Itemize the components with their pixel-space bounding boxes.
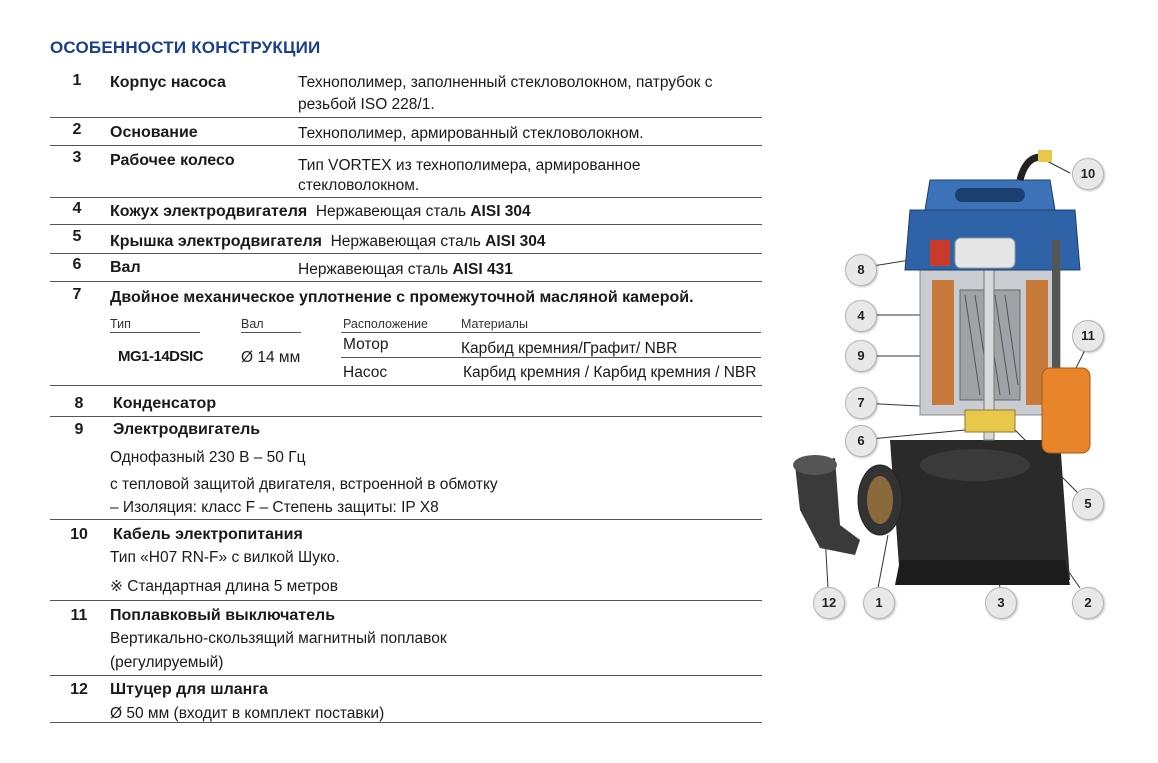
item-desc: резьбой ISO 228/1. xyxy=(298,96,435,113)
callout-4: 4 xyxy=(845,300,877,332)
callout-1: 1 xyxy=(863,587,895,619)
item-label: Поплавковый выключатель xyxy=(110,607,336,624)
item-number: 12 xyxy=(70,681,88,698)
item-number: 10 xyxy=(70,526,88,543)
cable-gland xyxy=(1038,150,1052,162)
item-label: Корпус насоса xyxy=(110,74,226,91)
divider xyxy=(50,600,762,601)
item-number: 3 xyxy=(72,149,82,166)
item-row xyxy=(110,201,531,222)
item-number: 4 xyxy=(72,200,82,217)
item-label: Двойное механическое уплотнение с промежуточной масляной камерой. xyxy=(110,289,694,306)
divider xyxy=(50,253,762,254)
item-desc-bold: AISI 304 xyxy=(485,233,546,250)
divider xyxy=(50,197,762,198)
seal-shaft: Ø 14 мм xyxy=(241,349,301,366)
mechanical-seal xyxy=(965,410,1015,432)
handle-grip xyxy=(955,188,1025,202)
callout-3: 3 xyxy=(985,587,1017,619)
float-switch xyxy=(1042,368,1090,453)
item-desc: Однофазный 230 В – 50 Гц xyxy=(110,449,306,466)
item-desc: стекловолокном. xyxy=(298,177,420,194)
item-label: Кабель электропитания xyxy=(113,526,303,543)
item-label: Основание xyxy=(110,124,198,141)
item-desc: с тепловой защитой двигателя, встроенной в обмотку xyxy=(110,476,498,493)
seal-header-materials: Материалы xyxy=(461,317,528,331)
outlet-thread xyxy=(867,476,893,524)
item-label: Рабочее колесо xyxy=(110,152,235,169)
table-divider xyxy=(241,332,301,333)
seal-materials: Карбид кремния/Графит/ NBR xyxy=(461,340,678,357)
capacitor xyxy=(955,238,1015,268)
callout-10: 10 xyxy=(1072,158,1104,190)
seal-materials: Карбид кремния / Карбид кремния / NBR xyxy=(463,364,757,381)
divider xyxy=(50,385,762,386)
seal-type: MG1-14DSIC xyxy=(118,348,204,365)
item-number: 6 xyxy=(72,256,82,273)
divider xyxy=(50,519,762,520)
seal-header-type: Тип xyxy=(110,317,131,331)
divider xyxy=(50,675,762,676)
hose-connector-mouth xyxy=(793,455,837,475)
capacitor-cap xyxy=(930,240,950,266)
item-desc: Технополимер, армированный стекловолокном. xyxy=(298,125,644,142)
item-label: Штуцер для шланга xyxy=(110,681,268,698)
item-desc: Тип «H07 RN-F» с вилкой Шуко. xyxy=(110,549,340,566)
item-desc: Нержавеющая сталь xyxy=(298,261,453,278)
item-desc: Тип VORTEX из технополимера, армированное xyxy=(298,157,641,174)
callout-9: 9 xyxy=(845,340,877,372)
divider xyxy=(50,117,762,118)
callout-7: 7 xyxy=(845,387,877,419)
item-desc: Нержавеющая сталь xyxy=(315,203,471,220)
item-row xyxy=(298,259,513,280)
item-label: Кожух электродвигателя xyxy=(110,203,308,220)
item-desc: – Изоляция: класс F – Степень защиты: IP X8 xyxy=(110,499,439,516)
item-desc: Вертикально-скользящий магнитный поплавок xyxy=(110,630,447,647)
item-desc-bold: AISI 304 xyxy=(470,203,531,220)
item-label: Крышка электродвигателя xyxy=(110,233,322,250)
divider xyxy=(50,416,762,417)
item-number: 2 xyxy=(72,121,82,138)
item-label: Электродвигатель xyxy=(113,421,261,438)
item-desc: ※ Стандартная длина 5 метров xyxy=(110,578,339,595)
seal-location: Мотор xyxy=(343,336,389,353)
callout-6: 6 xyxy=(845,425,877,457)
item-number: 9 xyxy=(74,421,84,438)
table-divider xyxy=(110,332,200,333)
seal-header-location: Расположение xyxy=(343,317,428,331)
item-label: Конденсатор xyxy=(113,395,217,412)
table-divider xyxy=(341,357,761,358)
impeller-housing xyxy=(920,449,1030,481)
table-divider xyxy=(341,332,761,333)
pump-illustration xyxy=(780,140,1140,640)
seal-header-shaft: Вал xyxy=(241,317,264,331)
item-desc: Ø 50 мм (входит в комплект поставки) xyxy=(110,705,385,722)
callout-8: 8 xyxy=(845,254,877,286)
item-number: 8 xyxy=(74,395,84,412)
item-number: 7 xyxy=(72,286,82,303)
item-desc: Нержавеющая сталь xyxy=(330,233,486,250)
callout-2: 2 xyxy=(1072,587,1104,619)
pump-foot xyxy=(895,560,1070,585)
winding-left xyxy=(932,280,954,405)
item-row xyxy=(110,231,545,252)
item-number: 1 xyxy=(72,72,82,89)
seal-location: Насос xyxy=(343,364,388,381)
divider xyxy=(50,722,762,723)
item-desc: Технополимер, заполненный стекловолокном, патрубок с xyxy=(298,74,713,91)
page-title: ОСОБЕННОСТИ КОНСТРУКЦИИ xyxy=(50,38,321,57)
item-number: 5 xyxy=(72,228,82,245)
item-label: Вал xyxy=(110,259,141,276)
divider xyxy=(50,224,762,225)
divider xyxy=(50,281,762,282)
callout-5: 5 xyxy=(1072,488,1104,520)
item-number: 11 xyxy=(70,607,88,624)
item-desc: (регулируемый) xyxy=(110,654,224,671)
item-desc-bold: AISI 431 xyxy=(452,261,513,278)
divider xyxy=(50,145,762,146)
callout-11: 11 xyxy=(1072,320,1104,352)
callout-12: 12 xyxy=(813,587,845,619)
